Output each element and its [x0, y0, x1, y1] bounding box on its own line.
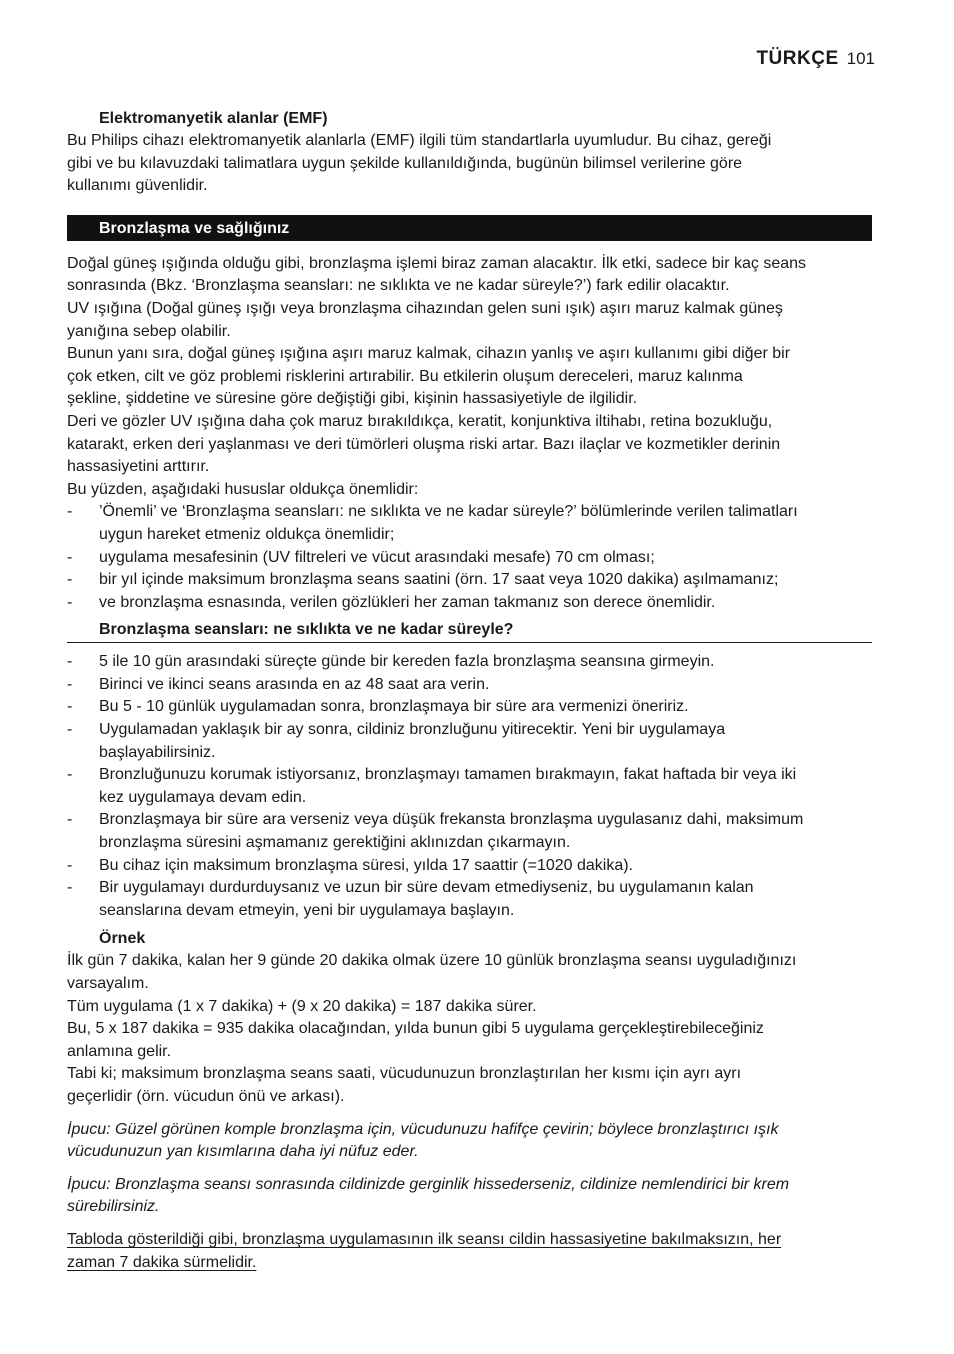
emf-heading: Elektromanyetik alanlar (EMF)	[99, 110, 328, 127]
list-item	[67, 651, 872, 674]
list-item-text: Bronzlaşmaya bir süre ara verseniz veya düşük frekansta bronzlaşma uygulasanız dahi, maksimum	[99, 811, 804, 829]
list-item-text: Birinci ve ikinci seans arasında en az 48 saat ara verin.	[99, 675, 490, 693]
list-item-text: Bu 5 - 10 günlük uygulamadan sonra, bronzlaşmaya bir süre ara vermenizi öneririz.	[99, 698, 689, 716]
health-bullet-list	[67, 501, 872, 614]
list-item-text: Bir uygulamayı durdurduysanız ve uzun bir süre devam etmediyseniz, bu uygulamanın kalan	[99, 879, 754, 897]
dash-marker: -	[67, 571, 73, 589]
list-item	[67, 547, 872, 570]
page-number: 101	[846, 49, 875, 68]
health-line: sonrasında (Bkz. ‘Bronzlaşma seansları: ne sıklıkta ve ne kadar süreyle?’) fark edilir olacaktır.	[67, 277, 730, 295]
tip-text: vücudunuzun yan kısımlarına daha iyi nüfuz eder.	[67, 1143, 419, 1161]
tip-1	[67, 1119, 872, 1164]
section-bar	[67, 215, 872, 241]
list-item-text: kez uygulamaya devam edin.	[99, 788, 307, 806]
dash-marker: -	[67, 879, 73, 897]
health-line: hassasiyetini arttırır.	[67, 458, 210, 476]
health-heading: Bronzlaşma ve sağlığınız	[99, 219, 290, 237]
example-line: anlamına gelir.	[67, 1042, 172, 1060]
dash-marker: -	[67, 698, 73, 716]
list-item	[67, 501, 872, 546]
list-item-text: uygun hareket etmeniz oldukça önemlidir;	[99, 525, 395, 543]
list-item	[67, 877, 872, 922]
health-line: Doğal güneş ışığında olduğu gibi, bronzlaşma işlemi biraz zaman alacaktır. İlk etki, sadece bir kaç seans	[67, 254, 807, 272]
list-item-text: bronzlaşma süresini aşmamanız gerektiğini aklınızdan çıkarmayın.	[99, 834, 571, 852]
warning-note	[67, 1229, 872, 1274]
example-heading: Örnek	[99, 930, 146, 948]
list-item-text: seanslarına devam etmeyin, yeni bir uygulamaya başlayın.	[99, 901, 515, 919]
list-item	[67, 719, 872, 764]
list-item-text: ve bronzlaşma esnasında, verilen gözlükleri her zaman takmanız son derece önemlidir.	[99, 593, 716, 611]
warning-text: zaman 7 dakika sürmelidir.	[67, 1253, 257, 1271]
list-item	[67, 674, 872, 697]
example-line: Tabi ki; maksimum bronzlaşma seans saati, vücudunuzun bronzlaştırılan her kısmı için ayrı ayrı	[67, 1065, 742, 1083]
health-line: katarakt, erken deri yaşlanması ve deri tümörleri oluşma riski artar. Bazı ilaçlar ve kozmetikler derinin	[67, 435, 781, 453]
example-line: geçerlidir (örn. vücudun önü ve arkası).	[67, 1087, 345, 1105]
example-section	[67, 928, 872, 1108]
list-item-text: 5 ile 10 gün arasındaki süreçte günde bir kereden fazla bronzlaşma seansına girmeyin.	[99, 653, 715, 671]
sessions-bullet-list	[67, 651, 872, 922]
dash-marker: -	[67, 653, 73, 671]
list-item-text: uygulama mesafesinin (UV filtreleri ve vücut arasındaki mesafe) 70 cm olması;	[99, 548, 655, 566]
dash-marker: -	[67, 503, 73, 521]
tip-text: İpucu: Güzel görünen komple bronzlaşma için, vücudunuzu hafifçe çevirin; böylece bronzlaştırıcı ışık	[67, 1120, 779, 1138]
health-line: yanığına sebep olabilir.	[67, 322, 231, 340]
warning-text: Tabloda gösterildiği gibi, bronzlaşma uygulamasının ilk seansı cildin hassasiyetine bakılmaksızın, her	[67, 1230, 782, 1248]
health-line: UV ışığına (Doğal güneş ışığı veya bronzlaşma cihazından gelen suni ışık) aşırı maruz kalmak güneş	[67, 299, 783, 317]
list-item	[67, 696, 872, 719]
health-line: çok etken, cilt ve göz problemi risklerini artırabilir. Bu etkilerin oluşum dereceleri, maruz kalınma	[67, 367, 743, 385]
tip-text: sürebilirsiniz.	[67, 1198, 160, 1216]
dash-marker: -	[67, 811, 73, 829]
example-line: Bu, 5 x 187 dakika = 935 dakika olacağından, yılda bunun gibi 5 uygulama gerçekleştirebileceğiniz	[67, 1020, 764, 1038]
list-item	[67, 809, 872, 854]
emf-line: Bu Philips cihazı elektromanyetik alanlarla (EMF) ilgili tüm standartlarla uyumludur. Bu cihaz, gereği	[67, 132, 772, 149]
emf-line: kullanımı güvenlidir.	[67, 177, 208, 195]
list-item-text: Bronzluğunuzu korumak istiyorsanız, bronzlaşmayı tamamen bırakmayın, fakat haftada bir veya iki	[99, 766, 797, 784]
example-line: varsayalım.	[67, 975, 149, 992]
dash-marker: -	[67, 548, 73, 566]
dash-marker: -	[67, 856, 73, 874]
list-item-text: Uygulamadan yaklaşık bir ay sonra, cildiniz bronzluğunu yitirecektir. Yeni bir uygulamaya	[99, 721, 726, 739]
list-item-text: Bu cihaz için maksimum bronzlaşma süresi, yılda 17 saattir (=1020 dakika).	[99, 856, 633, 874]
list-item	[67, 855, 872, 878]
list-item	[67, 592, 872, 615]
list-item	[67, 764, 872, 809]
dash-marker: -	[67, 675, 73, 693]
health-line: Deri ve gözler UV ışığına daha çok maruz bırakıldıkça, keratit, konjunktiva iltihabı, retina bozukluğu,	[67, 412, 773, 430]
page-content	[67, 0, 872, 1274]
example-line: İlk gün 7 dakika, kalan her 9 günde 20 dakika olmak üzere 10 günlük bronzlaşma seansı uyguladığınızı	[67, 952, 797, 970]
list-item-text: bir yıl içinde maksimum bronzlaşma seans saatini (örn. 17 saat veya 1020 dakika) aşılmamanız;	[99, 571, 779, 589]
dash-marker: -	[67, 593, 73, 611]
emf-section	[67, 108, 872, 198]
dash-marker: -	[67, 721, 73, 739]
list-item-text: ’Önemli’ ve ‘Bronzlaşma seansları: ne sıklıkta ve ne kadar süreyle?’ bölümlerinde verilen talimatları	[99, 503, 798, 521]
tip-text: İpucu: Bronzlaşma seansı sonrasında cildinizde gerginlik hissederseniz, cildinize nemlendirici bir krem	[67, 1175, 790, 1193]
health-line: Bu yüzden, aşağıdaki hususlar oldukça önemlidir:	[67, 480, 419, 498]
language-label: TÜRKÇE	[756, 48, 839, 69]
tip-2	[67, 1174, 872, 1219]
health-line: Bunun yanı sıra, doğal güneş ışığına aşırı maruz kalmak, cihazın yanlış ve aşırı kullanımı gibi diğer bir	[67, 345, 791, 363]
sessions-heading: Bronzlaşma seansları: ne sıklıkta ve ne kadar süreyle?	[67, 619, 872, 643]
dash-marker: -	[67, 766, 73, 784]
emf-line: gibi ve bu kılavuzdaki talimatlara uygun şekilde kullanıldığında, bugünün bilimsel verilerine göre	[67, 154, 743, 172]
example-line: Tüm uygulama (1 x 7 dakika) + (9 x 20 dakika) = 187 dakika sürer.	[67, 997, 537, 1015]
sessions-section	[67, 619, 872, 922]
list-item-text: başlayabilirsiniz.	[99, 743, 216, 761]
list-item	[67, 569, 872, 592]
health-section	[67, 215, 872, 615]
health-line: şekline, şiddetine ve süresine göre değiştiği gibi, kişinin hassasiyetiyle de ilgilidir.	[67, 390, 638, 408]
